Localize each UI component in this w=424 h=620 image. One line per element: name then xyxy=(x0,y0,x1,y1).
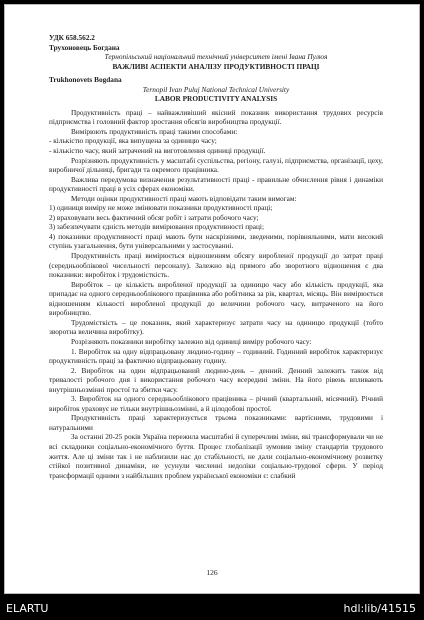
footer-handle: hdl:lib/41515 xyxy=(343,602,416,615)
paragraph: Розрізняють показники виробітку залежно від одиниці виміру робочого часу: xyxy=(71,336,312,346)
list-item: 1) одиниця виміру не може змінювати показники продуктивності праці; xyxy=(49,203,273,213)
article-text xyxy=(49,33,383,480)
paragraph: Продуктивність праці вимірюється відношенням обсягу виробленої продукції до затрат праці (середньооблікової чисельності персоналу). Залежно від прямого або зворотного відношення є два показники: виробіток і трудомісткість. xyxy=(49,251,383,280)
paragraph: Продуктивність праці характеризується трьома показниками: вартісними, трудовими і натуральними xyxy=(49,413,383,432)
footer-repository-label: ELARTU xyxy=(6,602,49,615)
title-ua: ВАЖЛИВІ АСПЕКТИ АНАЛІЗУ ПРОДУКТИВНОСТІ ПРАЦІ xyxy=(112,61,320,71)
list-item: 2. Виробіток на один відпрацьований людино-день – денний. Денний залежить також від тривалості робочого дня і використання робочого часу всередині зміни. На його рівень впливають внутрішньозмінні простої та збитки часу. xyxy=(49,365,383,394)
paragraph: За останні 20-25 років Україна пережила масштабні й суперечливі зміни, які трансформували чи не всі складники соціально-економічного буття. Процес глобалізації зумовив зміну стандартів трудового життя. Але ці зміни так і не наблизили нас до стабільності, не дали соціально-економічному розвитку стійкої позитивної динаміки, не усунули численні недоліки соціально-трудової сфери. У період трансформації одними з найбільших проблем української економіки є: слабкий xyxy=(49,432,383,480)
title-en: LABOR PRODUCTIVITY ANALYSIS xyxy=(154,94,278,104)
affiliation-ua: Тернопільський національний технічний університет імені Івана Пулюя xyxy=(104,52,328,62)
paragraph: Вимірюють продуктивність праці такими способами: xyxy=(71,126,238,136)
list-item: 3. Виробіток на одного середньооблікового працівника – річний (квартальний, місячний). Річний виробіток ураховує не тільки внутрішньозмінні, а й цілодобові простої. xyxy=(49,394,383,413)
udk-code: УДК 658.562.2 xyxy=(49,33,95,42)
paragraph: Розрізняють продуктивність у масштабі суспільства, регіону, галузі, підприємства, організації, цеху, виробничої дільниці, бригади та окремого працівника. xyxy=(49,155,383,175)
author-en: Trukhonovets Bogdana xyxy=(49,75,122,85)
list-item: - кількістю часу, який затрачений на виготовлення одиниці продукції. xyxy=(49,146,266,156)
list-item: 3) забезпечувати єдність методів вимірювання продуктивності праці; xyxy=(49,222,264,232)
paragraph: Трудомісткість – це показник, який характеризує затрати часу на одиницю продукції (тобто зворотна величина виробітку). xyxy=(49,317,383,337)
page-number: 126 xyxy=(206,568,218,577)
paragraph: Методи оцінки продуктивності праці мають відповідати таким вимогам: xyxy=(71,193,297,203)
list-item: 1. Виробіток на одну відпрацьовану людино-годину – годинний. Годинний виробіток характеризує продуктивність праці за фактично відпрацьовану годину. xyxy=(49,346,383,366)
list-item: - кількістю продукції, яка випущена за одиницю часу; xyxy=(49,136,217,146)
footer-bar xyxy=(0,598,424,620)
list-item: 4) показники продуктивності праці мають бути наскрізними, зведеними, порівняльними, мати високий ступінь узагальнення, бути універсальними у застосуванні. xyxy=(49,231,383,251)
paragraph: Важлива передумова визначення результативності праці - правильне обчислення рівня і динаміки продуктивності праці в усіх сферах економіки. xyxy=(49,174,383,194)
list-item: 2) враховувати весь фактичний обсяг робіт і затрати робочого часу; xyxy=(49,212,259,222)
author-ua: Трухоновець Богдана xyxy=(49,42,120,52)
affiliation-en: Ternopil Ivan Puluj National Technical University xyxy=(142,84,290,94)
document-page xyxy=(4,4,420,594)
paragraph: Виробіток – це кількість виробленої продукції за одиницю часу або кількість продукції, яка припадає на одного середньооблікового працівника або робітника за рік, квартал, місяць. Він вимірюється відношенням кількості виробленої продукції до величини робочого часу, витраченого на його виробництво. xyxy=(49,279,383,318)
paragraph: Продуктивність праці – найважливіший якісний показник використання трудових ресурсів підприємства і головний фактор зростання обсягів виробництва продукції. xyxy=(49,107,383,127)
